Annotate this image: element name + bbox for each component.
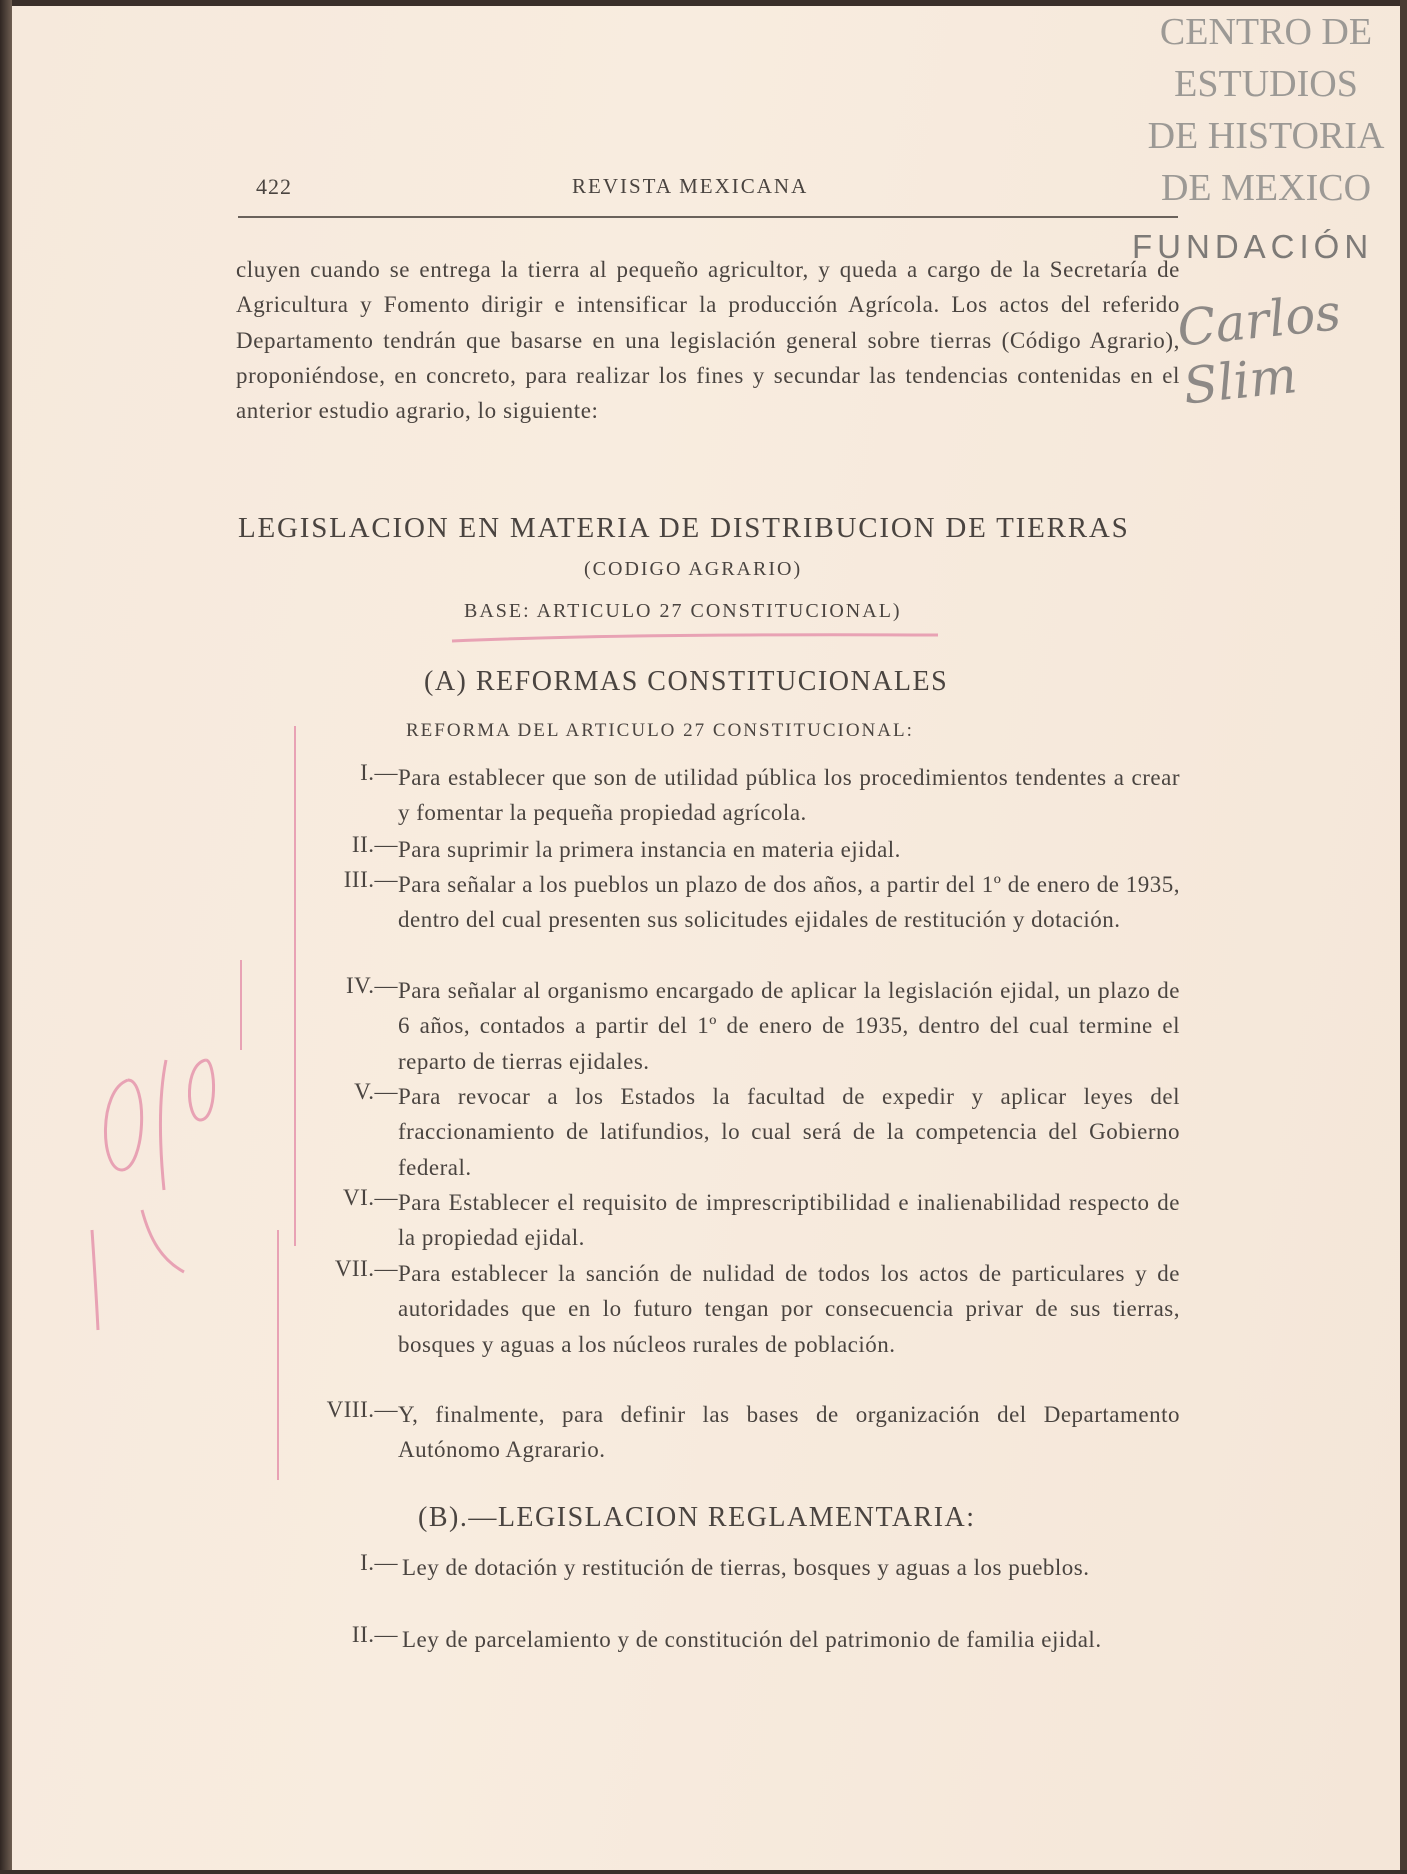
item-text: Ley de dotación y restitución de tierras, bosques y aguas a los pueblos. xyxy=(402,1555,1090,1580)
section-subheading: (CODIGO AGRARIO) xyxy=(584,558,803,580)
item-text: Para revocar a los Estados la facultad de expedir y aplicar leyes del fraccionamiento de latifundios, lo cual será de la competencia del Gobierno federal. xyxy=(398,1084,1180,1180)
item-number: I.— xyxy=(360,1550,398,1575)
item-text: Para establecer que son de utilidad pública los procedimientos tendentes a crear y fomentar la pequeña propiedad agrícola. xyxy=(398,765,1180,826)
page-edge-bottom xyxy=(0,1870,1407,1874)
pink-margin-line xyxy=(240,960,242,1050)
section-a-subtitle: REFORMA DEL ARTICULO 27 CONSTITUCIONAL: xyxy=(406,720,914,741)
item-text: Y, finalmente, para definir las bases de organización del Departamento Autónomo Agrarario. xyxy=(398,1402,1180,1463)
stamp-line: CENTRO DE xyxy=(1159,11,1373,53)
item-number: II.— xyxy=(351,1622,398,1647)
pink-margin-line xyxy=(277,1230,279,1480)
section-heading: LEGISLACION EN MATERIA DE DISTRIBUCION DE TIERRAS xyxy=(238,512,1130,544)
item-text: Para suprimir la primera instancia en materia ejidal. xyxy=(398,837,901,862)
item-number: I.— xyxy=(360,760,398,785)
foundation-signature: Carlos Slim xyxy=(1174,283,1344,416)
section-base-line: BASE: ARTICULO 27 CONSTITUCIONAL) xyxy=(464,600,902,622)
pink-margin-line xyxy=(294,726,296,1246)
stamp-line: ESTUDIOS xyxy=(1174,63,1358,105)
page-edge-left xyxy=(0,0,12,1874)
pink-underline-mark xyxy=(450,632,940,644)
pink-margin-annotation xyxy=(88,1040,268,1340)
stamp-line: DE HISTORIA xyxy=(1147,115,1385,157)
item-text: Para señalar a los pueblos un plazo de dos años, a partir del 1º de enero de 1935, dentro del cual presenten sus solicitudes ejidales de restitución y dotación. xyxy=(398,872,1180,933)
item-number: II.— xyxy=(351,832,398,857)
item-text: Para señalar al organismo encargado de aplicar la legislación ejidal, un plazo de 6 años, contados a partir del 1º de enero de 1935, dentro del cual termine el reparto de tierras ejidales. xyxy=(398,978,1180,1074)
item-number: III.— xyxy=(343,867,398,892)
item-text: Para establecer la sanción de nulidad de todos los actos de particulares y de autoridades que en lo futuro tengan por consecuencia privar de sus tierras, bosques y aguas a los núcleos rurales de población. xyxy=(398,1261,1180,1357)
header-rule xyxy=(238,216,1178,218)
page-number: 422 xyxy=(256,174,292,199)
intro-paragraph: cluyen cuando se entrega la tierra al pequeño agricultor, y queda a cargo de la Secretaría de Agricultura y Fomento dirigir e intensificar la producción Agrícola. Los actos del referido Departamento tendrán que basarse en una legislación general sobre tierras (Código Agrario), proponiéndose, en concreto, para realizar los fines y secundar las tendencias contenidas en el anterior estudio agrario, lo siguiente: xyxy=(236,257,1180,424)
item-number: V.— xyxy=(354,1079,398,1104)
item-text: Ley de parcelamiento y de constitución del patrimonio de familia ejidal. xyxy=(402,1627,1102,1652)
item-text: Para Establecer el requisito de imprescriptibilidad e inalienabilidad respecto de la propiedad ejidal. xyxy=(398,1190,1180,1251)
running-title: REVISTA MEXICANA xyxy=(572,174,809,198)
page-edge-right xyxy=(1400,0,1407,1874)
foundation-label: FUNDACIÓN xyxy=(1132,228,1374,265)
item-number: IV.— xyxy=(345,973,398,998)
stamp-line: DE MEXICO xyxy=(1160,167,1372,209)
item-number: VIII.— xyxy=(326,1397,398,1422)
section-b-title: (B).—LEGISLACION REGLAMENTARIA: xyxy=(418,1502,976,1533)
page-header xyxy=(238,174,1178,204)
item-number: VI.— xyxy=(342,1185,398,1210)
section-a-title: (A) REFORMAS CONSTITUCIONALES xyxy=(424,666,949,697)
item-number: VII.— xyxy=(334,1256,398,1281)
